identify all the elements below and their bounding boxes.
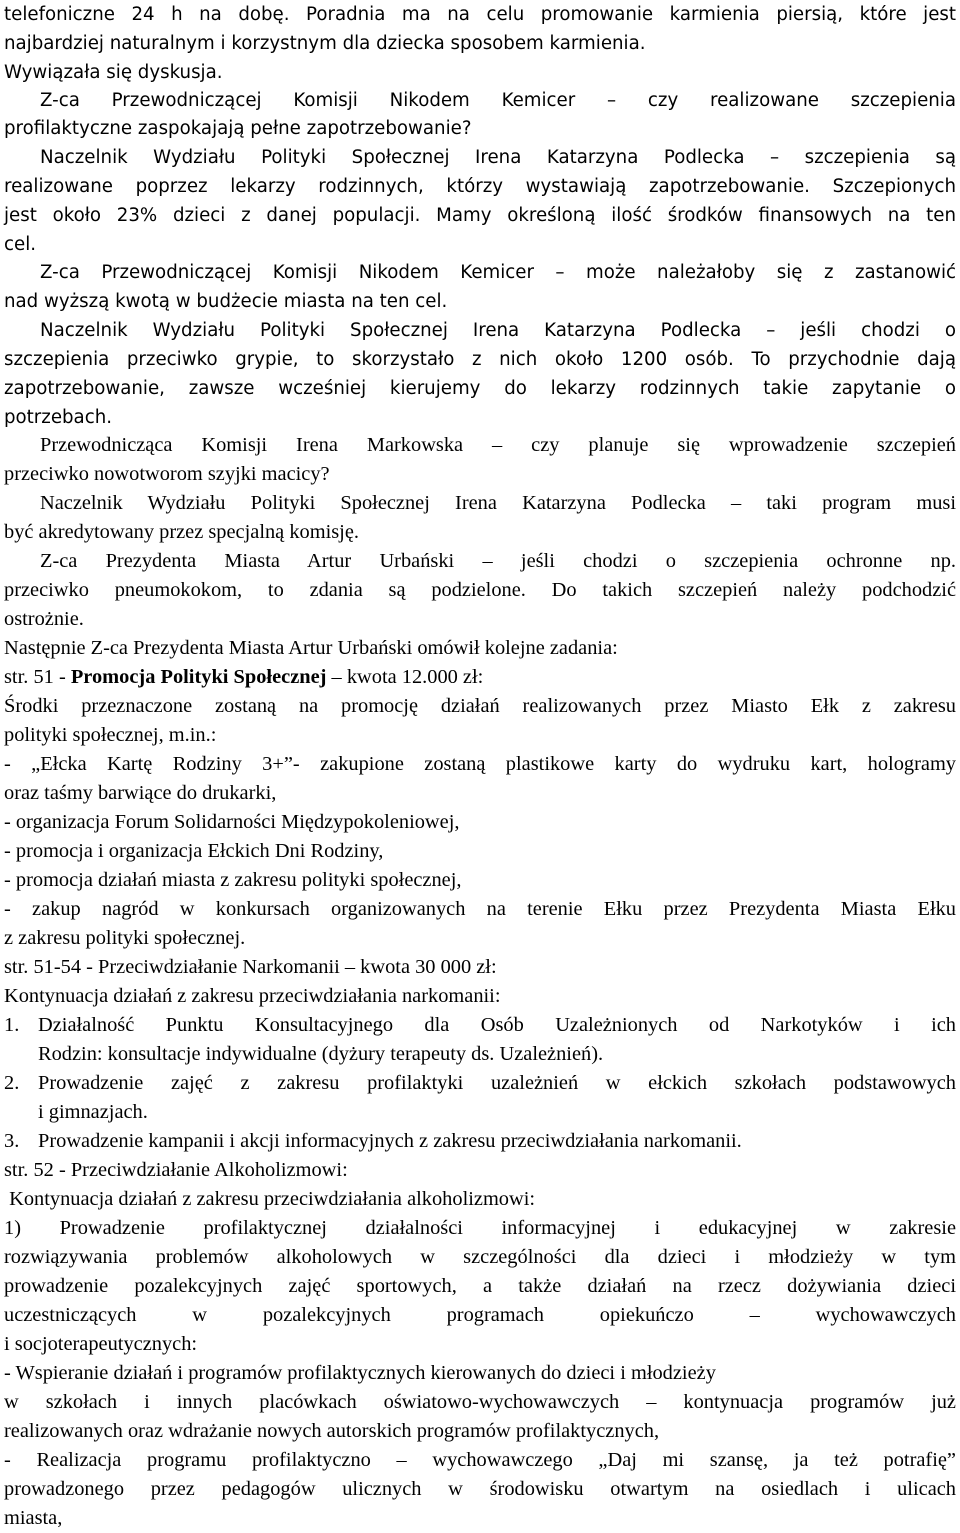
numbered-item <box>4 1127 956 1156</box>
text-line: w szkołach i innych placówkach oświatowo-wychowawczych – kontynuacja programów już <box>4 1391 956 1413</box>
text-line: miasta, <box>4 1507 63 1529</box>
item-text: Rodzin: konsultacje indywidualne (dyżury terapeuty ds. Uzależnień). <box>38 1043 604 1065</box>
text-line: potrzebach. <box>4 407 113 428</box>
text-line: z zakresu polityki społecznej. <box>4 927 246 949</box>
text-line: Naczelnik Wydziału Polityki Społecznej Irena Katarzyna Podlecka – szczepienia są <box>40 147 956 168</box>
text-line: być akredytowany przez specjalną komisję. <box>4 521 359 543</box>
text-line: - promocja działań miasta z zakresu polityki społecznej, <box>4 869 462 891</box>
text-line: przeciwko pneumokokom, to zdania są podzielone. Do takich szczepień należy podchodzić <box>4 579 956 601</box>
text-line: Z-ca Przewodniczącej Komisji Nikodem Kemicer – może należałoby się z zastanowić <box>40 262 956 283</box>
text-line: - „Ełcka Kartę Rodziny 3+”- zakupione zostaną plastikowe karty do wydruku kart, hologramy <box>4 753 956 775</box>
text-line: najbardziej naturalnym i korzystnym dla dziecka sposobem karmienia. <box>4 33 646 54</box>
section-title: Promocja Polityki Społecznej <box>70 666 327 688</box>
text-line: Kontynuacja działań z zakresu przeciwdziałania narkomanii: <box>4 985 501 1007</box>
item-text: i gimnazjach. <box>38 1101 148 1123</box>
text-line: nad wyższą kwotą w budżecie miasta na ten cel. <box>4 291 448 312</box>
text-line <box>4 1098 956 1127</box>
text-line: Z-ca Prezydenta Miasta Artur Urbański – jeśli chodzi o szczepienia ochronne np. <box>40 550 956 572</box>
text-line: przeciwko nowotworom szyjki macicy? <box>4 463 330 485</box>
text-line: - promocja i organizacja Ełckich Dni Rodziny, <box>4 840 384 862</box>
text-line: jest około 23% dzieci z danej populacji. Mamy określoną ilość środków finansowych na ten <box>4 205 956 226</box>
text-line: telefoniczne 24 h na dobę. Poradnia ma na celu promowanie karmienia piersią, które jest <box>4 4 956 25</box>
text-line: str. 51-54 - Przeciwdziałanie Narkomanii – kwota 30 000 zł: <box>4 956 497 978</box>
text-line: - zakup nagród w konkursach organizowanych na terenie Ełku przez Prezydenta Miasta Ełku <box>4 898 956 920</box>
numbered-item <box>4 1011 956 1040</box>
text-line: - organizacja Forum Solidarności Międzypokoleniowej, <box>4 811 460 833</box>
text-line: szczepienia przeciwko grypie, to skorzystało z nich około 1200 osób. To przychodnie dają <box>4 349 956 370</box>
text-line: str. 52 - Przeciwdziałanie Alkoholizmowi: <box>4 1159 348 1181</box>
text-line: prowadzonego przez pedagogów ulicznych w środowisku otwartym na osiedlach i ulicach <box>4 1478 956 1500</box>
text-line: cel. <box>4 234 37 255</box>
item-text: Prowadzenie zajęć z zakresu profilaktyki uzależnień w ełckich szkołach podstawowych <box>38 1072 956 1094</box>
item-number: 2. <box>4 1072 20 1094</box>
section-suffix: – kwota 12.000 zł: <box>326 666 484 688</box>
numbered-item <box>4 1069 956 1098</box>
text-line: realizowanych oraz wdrażanie nowych autorskich programów profilaktycznych, <box>4 1420 660 1442</box>
section-prefix: str. 51 - <box>4 666 71 688</box>
text-line: rozwiązywania problemów alkoholowych w szczególności dla dzieci i młodzieży w tym <box>4 1246 956 1268</box>
text-line: realizowane poprzez lekarzy rodzinnych, którzy wystawiają zapotrzebowanie. Szczepionych <box>4 176 956 197</box>
text-line: polityki społecznej, m.in.: <box>4 724 217 746</box>
text-line: zapotrzebowanie, zawsze wcześniej kierujemy do lekarzy rodzinnych takie zapytanie o <box>4 378 956 399</box>
item-text: Prowadzenie kampanii i akcji informacyjnych z zakresu przeciwdziałania narkomanii. <box>38 1130 742 1152</box>
text-line: uczestniczących w pozalekcyjnych programach opiekuńczo – wychowawczych <box>4 1304 956 1326</box>
text-line: Kontynuacja działań z zakresu przeciwdziałania alkoholizmowi: <box>4 1188 536 1210</box>
item-number: 1. <box>4 1014 20 1036</box>
text-line: ostrożnie. <box>4 608 84 630</box>
text-line: profilaktyczne zaspokajają pełne zapotrzebowanie? <box>4 118 472 139</box>
text-line: Z-ca Przewodniczącej Komisji Nikodem Kemicer – czy realizowane szczepienia <box>40 90 956 111</box>
text-line <box>4 1040 956 1069</box>
text-line: Następnie Z-ca Prezydenta Miasta Artur Urbański omówił kolejne zadania: <box>4 637 618 659</box>
text-line: oraz taśmy barwiące do drukarki, <box>4 782 277 804</box>
text-line: 1) Prowadzenie profilaktycznej działalności informacyjnej i edukacyjnej w zakresie <box>4 1217 956 1239</box>
item-text: Działalność Punktu Konsultacyjnego dla Osób Uzależnionych od Narkotyków i ich <box>38 1014 956 1036</box>
text-line: Przewodnicząca Komisji Irena Markowska – czy planuje się wprowadzenie szczepień <box>40 434 956 456</box>
section-heading <box>4 663 956 692</box>
text-line: Wywiązała się dyskusja. <box>4 62 223 83</box>
text-line: prowadzenie pozalekcyjnych zajęć sportowych, a także działań na rzecz dożywiania dzieci <box>4 1275 956 1297</box>
text-line: i socjoterapeutycznych: <box>4 1333 198 1355</box>
text-line: - Realizacja programu profilaktyczno – wychowawczego „Daj mi szansę, ja też potrafię” <box>4 1449 956 1471</box>
text-line: Naczelnik Wydziału Polityki Społecznej Irena Katarzyna Podlecka – jeśli chodzi o <box>40 320 956 341</box>
text-line: - Wspieranie działań i programów profilaktycznych kierowanych do dzieci i młodzieży <box>4 1362 716 1384</box>
item-number: 3. <box>4 1130 20 1152</box>
text-line: Naczelnik Wydziału Polityki Społecznej Irena Katarzyna Podlecka – taki program musi <box>40 492 956 514</box>
text-line: Środki przeznaczone zostaną na promocję działań realizowanych przez Miasto Ełk z zakresu <box>4 695 956 717</box>
